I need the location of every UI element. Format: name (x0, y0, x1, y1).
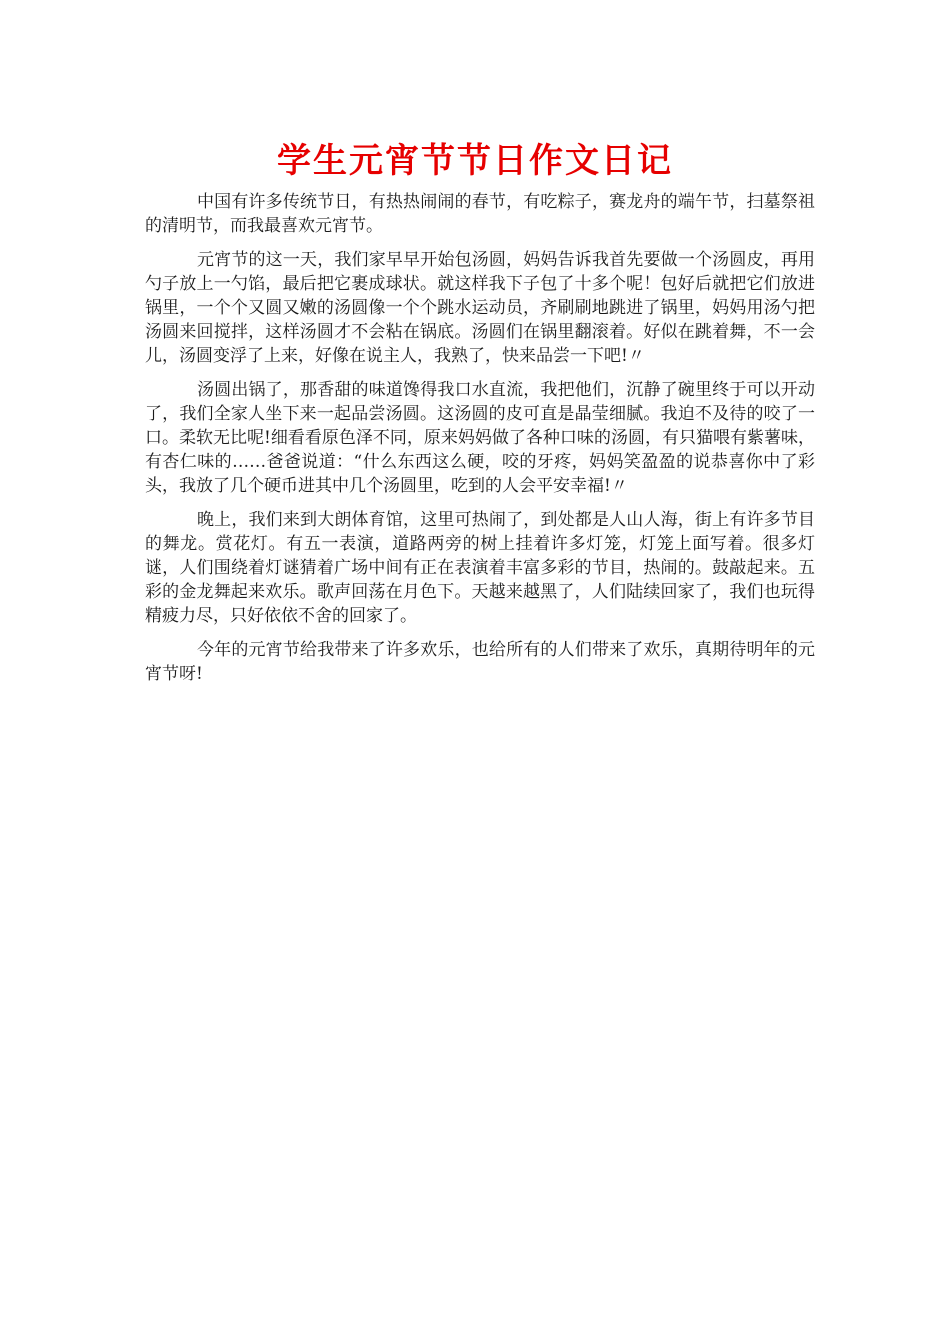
paragraph-1: 中国有许多传统节日，有热热闹闹的春节，有吃粽子，赛龙舟的端午节，扫墓祭祖的清明节，而我最喜欢元宵节。 (145, 192, 815, 236)
paragraph-5: 今年的元宵节给我带来了许多欢乐，也给所有的人们带来了欢乐，真期待明年的元宵节呀! (145, 640, 815, 684)
paragraph-4: 晚上，我们来到大朗体育馆，这里可热闹了，到处都是人山人海，街上有许多节目的舞龙。赏花灯。有五一表演，道路两旁的树上挂着许多灯笼，灯笼上面写着。很多灯谜，人们围绕着灯谜猜着广场中间有正在表演着丰富多彩的节目，热闹的。鼓敲起来。五彩的金龙舞起来欢乐。歌声回荡在月色下。天越来越黑了，人们陆续回家了，我们也玩得精疲力尽，只好依依不舍的回家了。 (145, 510, 815, 626)
document-title: 学生元宵节节日作文日记 (277, 141, 673, 181)
paragraph-3: 汤圆出锅了，那香甜的味道馋得我口水直流，我把他们，沉静了碗里终于可以开动了，我们全家人坐下来一起品尝汤圆。这汤圆的皮可直是晶莹细腻。我迫不及待的咬了一口。柔软无比呢!细看看原色泽不同，原来妈妈做了各种口味的汤圆，有只猫喂有紫薯味，有杏仁味的……爸爸说道：“什么东西这么硬，咬的牙疼，妈妈笑盈盈的说恭喜你中了彩头，我放了几个硬币进其中几个汤圆里，吃到的人会平安幸福!〃 (145, 380, 815, 496)
paragraph-2: 元宵节的这一天，我们家早早开始包汤圆，妈妈告诉我首先要做一个汤圆皮，再用勺子放上一勺馅，最后把它裹成球状。就这样我下子包了十多个呢！包好后就把它们放进锅里，一个个又圆又嫩的汤圆像一个个跳水运动员，齐刷刷地跳进了锅里，妈妈用汤勺把汤圆来回搅拌，这样汤圆才不会粘在锅底。汤圆们在锅里翻滚着。好似在跳着舞，不一会儿，汤圆变浮了上来，好像在说主人，我熟了，快来品尝一下吧!〃 (145, 250, 815, 366)
document-body (145, 190, 815, 696)
